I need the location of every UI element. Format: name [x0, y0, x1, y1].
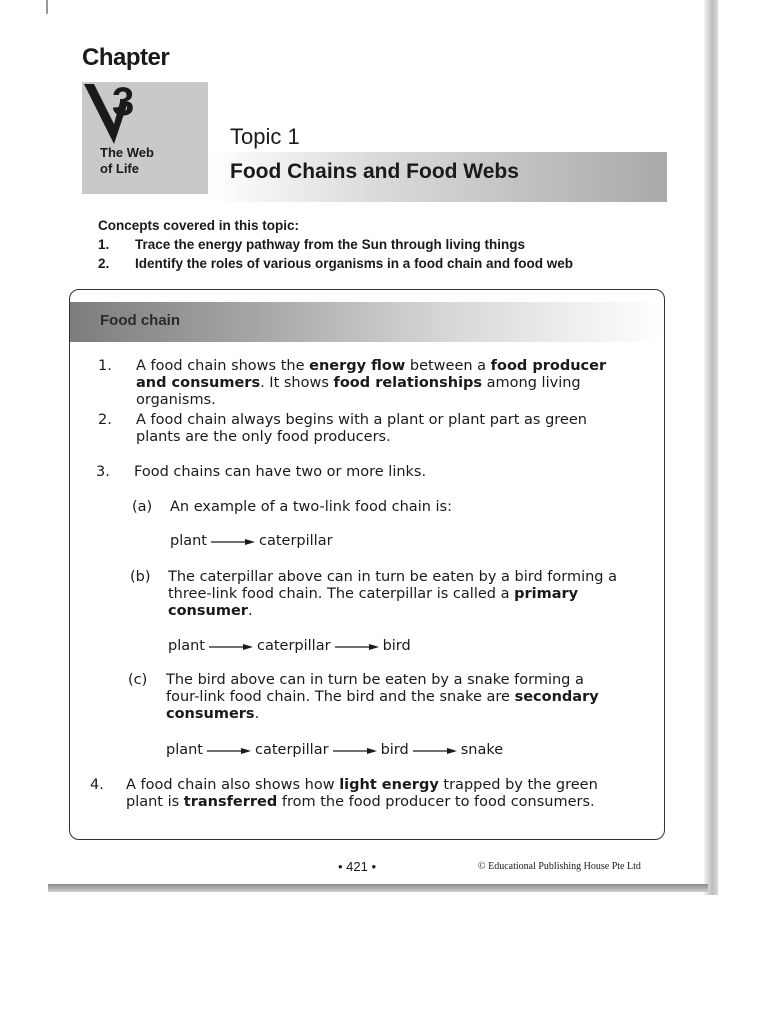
- subitem-text: The bird above can in turn be eaten by a snake forming a four-link food chain. The bird and the snake are secondary consumers.: [166, 672, 599, 722]
- chain-organism: snake: [460, 742, 504, 758]
- subitem-label: (a): [132, 499, 153, 515]
- chapter-subtitle: [100, 145, 154, 177]
- chapter-subtitle-line2: of Life: [100, 161, 139, 176]
- chapter-number: 3: [112, 80, 135, 124]
- subitem-text: The caterpillar above can in turn be eaten by a bird forming a three-link food chain. The caterpillar is called a primary consumer.: [168, 569, 617, 619]
- scan-bottom-edge: [48, 884, 708, 892]
- topic-title: Food Chains and Food Webs: [230, 160, 519, 183]
- scan-page-edge: [704, 0, 718, 895]
- subitem-text: An example of a two-link food chain is:: [170, 499, 452, 515]
- chain-organism: caterpillar: [259, 533, 333, 549]
- arrow-right-icon: [333, 746, 377, 756]
- paragraph-text: Food chains can have two or more links.: [134, 464, 427, 480]
- chain-two-link: [170, 533, 333, 549]
- concept-item: [98, 254, 573, 273]
- chain-organism: bird: [380, 742, 409, 758]
- arrow-right-icon: [209, 642, 253, 652]
- chapter-subtitle-line1: The Web: [100, 145, 154, 160]
- subitem-label: (b): [130, 569, 151, 585]
- copyright-notice: © Educational Publishing House Pte Ltd: [478, 861, 641, 872]
- concepts-list: [98, 216, 573, 273]
- concept-text: Identify the roles of various organisms in a food chain and food web: [135, 256, 574, 271]
- chain-organism: caterpillar: [257, 638, 331, 654]
- subitem-label: (c): [128, 672, 148, 688]
- concepts-heading: Concepts covered in this topic:: [98, 218, 300, 233]
- paragraph-text: A food chain always begins with a plant or plant part as green plants are the only food producers.: [136, 412, 587, 445]
- chain-four-link: [166, 742, 503, 758]
- chain-organism: bird: [382, 638, 411, 654]
- paragraph-number: 2.: [98, 412, 112, 428]
- chapter-label: Chapter: [82, 44, 170, 71]
- chain-organism: plant: [170, 533, 207, 549]
- page-number: • 421 •: [338, 859, 377, 874]
- chain-organism: caterpillar: [255, 742, 329, 758]
- concept-number: 1.: [98, 237, 110, 252]
- arrow-right-icon: [413, 746, 457, 756]
- scan-edge-mark: [46, 0, 48, 14]
- paragraph-number: 4.: [90, 777, 104, 793]
- concept-text: Trace the energy pathway from the Sun through living things: [135, 237, 526, 252]
- section-header: [70, 302, 664, 342]
- arrow-right-icon: [211, 537, 255, 547]
- paragraph-number: 1.: [98, 358, 112, 374]
- chain-organism: plant: [166, 742, 203, 758]
- section-header-label: Food chain: [100, 312, 180, 329]
- topic-number: Topic 1: [230, 124, 300, 149]
- concept-number: 2.: [98, 256, 110, 271]
- arrow-right-icon: [207, 746, 251, 756]
- chain-three-link: [168, 638, 411, 654]
- concept-item: [98, 235, 573, 254]
- paragraph-number: 3.: [96, 464, 110, 480]
- arrow-right-icon: [335, 642, 379, 652]
- chain-organism: plant: [168, 638, 205, 654]
- paragraph-text: A food chain also shows how light energy trapped by the green plant is transferred from the food producer to food consumers.: [126, 777, 598, 810]
- paragraph-text: A food chain shows the energy flow between a food producer and consumers. It shows food relationships among living organisms.: [136, 358, 607, 408]
